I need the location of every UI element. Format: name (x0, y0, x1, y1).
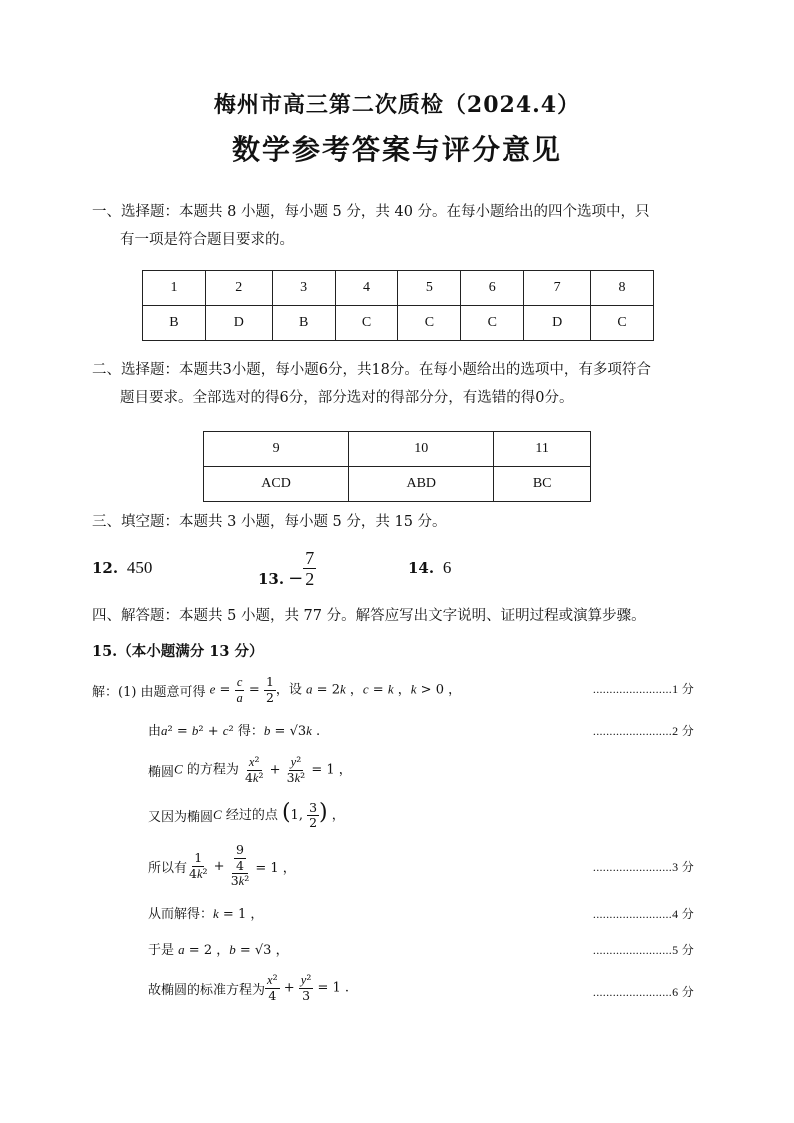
section1-line2: 有一项是符合题目要求的。 (120, 232, 294, 248)
solution-text: 所以有 (148, 860, 188, 876)
q14-label: 14. (408, 559, 435, 577)
score-1: ........................1 分 (592, 682, 694, 696)
q13-answer (258, 548, 316, 589)
q15-line-3 (148, 752, 352, 788)
answer-cell: D (524, 306, 591, 341)
solution-text: 故椭圆的标准方程为 (148, 982, 266, 998)
section4-text: 四、解答题：本题共 5 小题，共 77 分。解答应写出文字说明、证明过程或演算步骤。 (92, 608, 646, 624)
q14-value: 6 (442, 558, 452, 577)
score-5: ........................5 分 (592, 943, 694, 957)
math-expr: C 经过的点 (1, $\frac{3}{2}$ ) ， (213, 799, 345, 831)
q15-line-2 (148, 720, 320, 739)
math-expr: k = 1 ， (213, 906, 264, 922)
q14-answer (408, 558, 451, 578)
table-row (204, 467, 591, 502)
question-number-cell: 3 (272, 271, 335, 306)
q15-line-6 (148, 903, 263, 922)
question-number-cell: 5 (398, 271, 461, 306)
section2-line1: 二、选择题：本题共3小题，每小题6分，共18分。在每小题给出的选项中，有多项符合 (92, 362, 651, 378)
question-number-cell: 1 (143, 271, 206, 306)
q13-label: 13. (258, 569, 285, 588)
answer-cell: ACD (204, 467, 349, 502)
solution-text: 于是 (148, 943, 175, 958)
q13-numerator: 7 (305, 548, 315, 568)
solution-text: 又因为椭圆 (148, 809, 214, 825)
math-expr: $\frac{\text{x²}}{4}$ + $\frac{\text{y²}}{3}$ = 1 . (267, 972, 350, 1003)
answer-cell: C (461, 306, 524, 341)
question-number-cell: 10 (349, 432, 494, 467)
answer-cell: ABD (349, 467, 494, 502)
table-row (204, 432, 591, 467)
question-number-cell: 8 (591, 271, 654, 306)
section2-answer-table (203, 431, 591, 502)
question-number-cell: 7 (524, 271, 591, 306)
q15-line-1 (92, 673, 461, 707)
q13-fraction (303, 549, 316, 588)
question-number-cell: 2 (205, 271, 272, 306)
math-expr: e = $\frac{c}{a}$ = $\frac{1}{2}$ ，设 a = 2k ，c = k ，k > 0 ， (209, 674, 462, 705)
question-number-cell: 4 (335, 271, 398, 306)
solution-text: 椭圆 (148, 764, 175, 780)
score-6: ........................6 分 (592, 985, 694, 999)
q12-label: 12. (92, 559, 119, 577)
q15-line-7 (148, 939, 289, 958)
answer-cell: C (591, 306, 654, 341)
table-row (143, 306, 654, 341)
question-number-cell: 11 (494, 432, 591, 467)
q15-line-8 (148, 970, 349, 1006)
table-row (143, 271, 654, 306)
solution-text: 由 (148, 724, 162, 739)
page-subtitle: 数学参考答案与评分意见 (231, 133, 562, 166)
section1-line1: 一、选择题：本题共 8 小题，每小题 5 分，共 40 分。在每小题给出的四个选项中，只 (92, 204, 650, 220)
page-title: 梅州市高三第二次质检（2024.4） (213, 92, 581, 118)
question-number-cell: 9 (204, 432, 349, 467)
section3-text: 三、填空题：本题共 3 小题，每小题 5 分，共 15 分。 (92, 514, 447, 530)
q15-line-5 (148, 840, 296, 892)
answer-cell: D (205, 306, 272, 341)
math-expr: a² = b² + c² 得：b = √3k . (161, 723, 321, 739)
math-expr: C 的方程为 $\frac{\text{x²}}{\text{4k²}}$ + $\frac{\text{y²}}{\text{3k²}}$ = 1 ， (174, 754, 352, 785)
q13-denominator: 2 (305, 569, 315, 589)
section2-line2: 题目要求。全部选对的得6分，部分选对的得部分分，有选错的得0分。 (120, 390, 574, 406)
answer-cell: BC (494, 467, 591, 502)
answer-cell: C (398, 306, 461, 341)
section1-answer-table (142, 270, 654, 341)
math-expr: $\frac{1}{\text{4k²}}$ + $\frac{\frac{9}{4}}{\text{3k²}}$ = 1 ， (189, 842, 296, 889)
score-4: ........................4 分 (592, 907, 694, 921)
solution-text: 解：(1) 由题意可得 (92, 684, 206, 700)
score-3: ........................3 分 (592, 860, 694, 874)
q12-value: 450 (126, 558, 153, 577)
math-expr: a = 2 ，b = √3 ， (178, 942, 289, 958)
answer-cell: C (335, 306, 398, 341)
q15-line-4 (148, 797, 345, 833)
answer-cell: B (272, 306, 335, 341)
q15-heading: 15.（本小题满分 13 分） (92, 643, 264, 660)
q13-sign: − (288, 568, 304, 589)
section1-text (92, 198, 712, 254)
question-number-cell: 6 (461, 271, 524, 306)
score-2: ........................2 分 (592, 724, 694, 738)
section2-text (92, 356, 712, 412)
q12-answer (92, 558, 152, 578)
solution-text: 从而解得： (148, 907, 214, 922)
answer-cell: B (143, 306, 206, 341)
